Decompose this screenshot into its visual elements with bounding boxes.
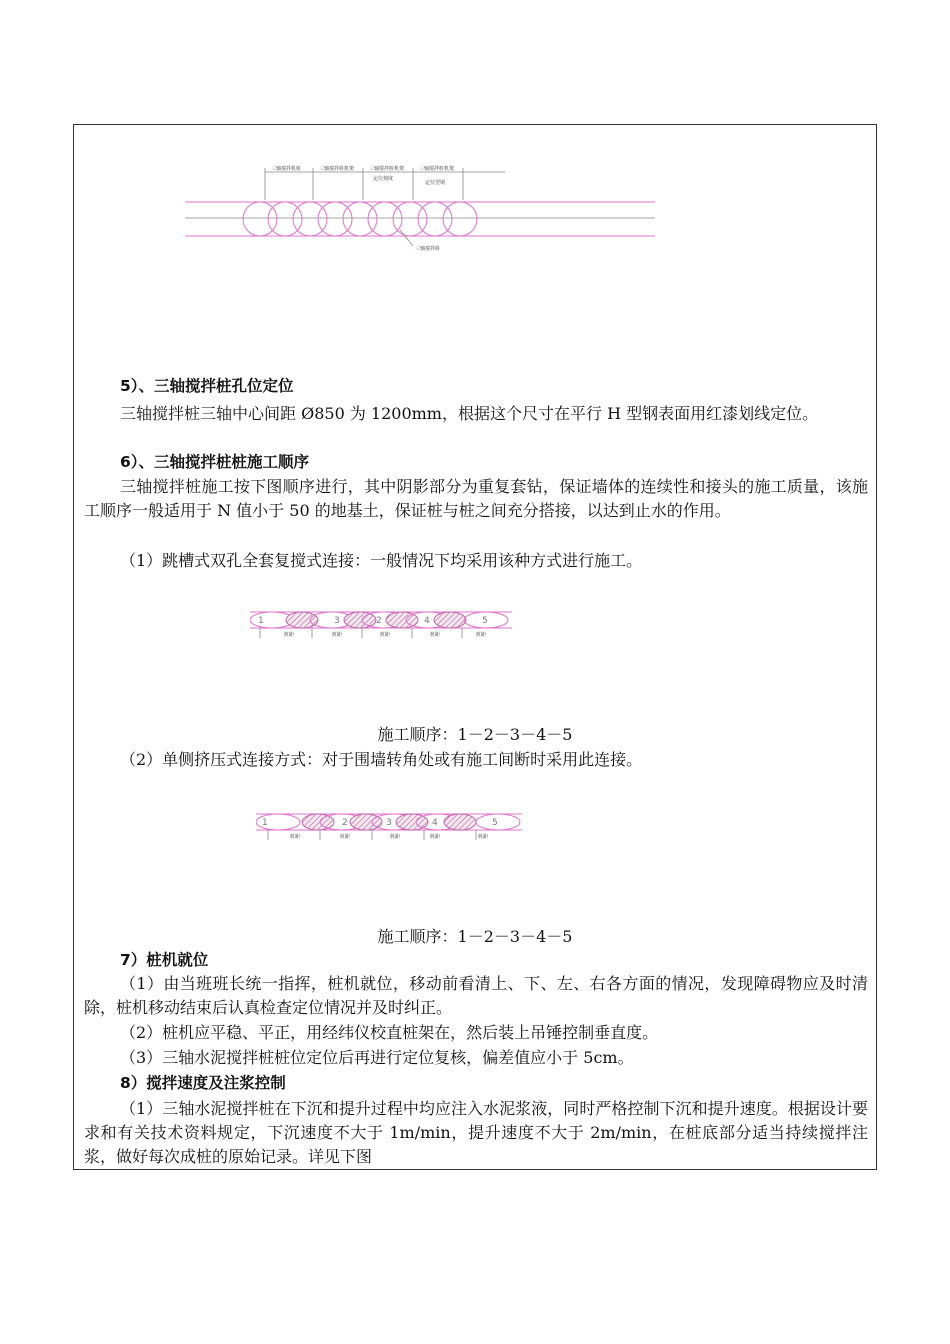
seq2-label-4: 桩距 [430,834,441,840]
fig1-label-2: 三轴搅拌桩机架 [319,166,355,172]
fig1-label-1: 三轴搅拌机桩 [271,166,302,172]
sequence-caption-1: 施工顺序：1－2－3－4－5 [377,725,573,744]
seq1-num-5: 5 [482,616,488,626]
section7-item1: （1）由当班班长统一指挥，桩机就位，移动前看清上、下、左、右各方面的情况，发现障碍物应及时清除，桩机移动结束后认真检查定位情况并及时纠正。 [84,974,868,1017]
seq2-num-1: 1 [262,818,268,828]
sequence-diagram-2 [256,806,526,842]
seq1-label-3: 桩距 [380,632,391,638]
seq2-num-4: 4 [432,818,438,828]
section8-item1: （1）三轴水泥搅拌桩在下沉和提升过程中均应注入水泥浆液，同时严格控制下沉和提升速度。根据设计要求和有关技术资料规定，下沉速度不大于 1m/min，提升速度不大于 2m/min，在桩底部分适当持续搅拌注浆，做好每次成桩的原始记录。详见下图 [84,1099,868,1166]
seq1-num-3: 2 [376,616,382,626]
section6-body: 三轴搅拌桩施工按下图顺序进行，其中阴影部分为重复套钻，保证墙体的连续性和接头的施工质量，该施工顺序一般适用于 N 值小于 50 的地基土，保证桩与桩之间充分搭接，以达到止水的作用。 [84,477,868,520]
seq1-label-4: 桩距 [430,632,441,638]
seq2-num-2: 2 [342,818,348,828]
seq2-label-3: 桩距 [390,834,401,840]
seq2-label-1: 桩距 [290,834,301,840]
sequence-diagram-1 [250,608,515,640]
section6-heading: 6）、三轴搅拌桩桩施工顺序 [120,453,310,471]
fig1-label-4: 三轴搅拌桩机架 [419,166,455,172]
seq2-num-5: 5 [492,818,498,828]
pile-layout-figure [185,160,660,260]
seq1-num-4: 4 [424,616,430,626]
seq1-label-5: 桩距 [476,632,487,638]
seq1-label-2: 桩距 [332,632,343,638]
section7-heading: 7）桩机就位 [120,951,209,969]
seq1-label-1: 桩距 [284,632,295,638]
section7-item3: （3）三轴水泥搅拌桩桩位定位后再进行定位复核，偏差值应小于 5cm。 [120,1048,634,1067]
section5-heading: 5）、三轴搅拌桩孔位定位 [120,377,294,395]
seq1-num-1: 1 [258,616,264,626]
fig1-label-3: 三轴搅拌桩机架 [369,166,405,172]
fig1-label-5: 定位刻度 [373,176,394,182]
seq2-num-3: 3 [386,818,392,828]
section6-item2: （2）单侧挤压式连接方式：对于围墙转角处或有施工间断时采用此连接。 [120,750,643,769]
seq2-label-2: 桩距 [340,834,351,840]
section8-heading: 8）搅拌速度及注浆控制 [120,1074,286,1092]
section5-body: 三轴搅拌桩三轴中心间距 Ø850 为 1200mm，根据这个尺寸在平行 H 型钢表面用红漆划线定位。 [120,404,819,423]
seq1-num-2: 3 [334,616,340,626]
section6-item1: （1）跳槽式双孔全套复搅式连接：一般情况下均采用该种方式进行施工。 [120,551,643,570]
sequence-caption-2: 施工顺序：1－2－3－4－5 [377,927,573,946]
section7-item2: （2）桩机应平稳、平正，用经纬仪校直桩架在，然后装上吊锤控制垂直度。 [120,1023,659,1042]
fig1-label-6: 定位型钢 [425,180,446,186]
fig1-label-7: 三轴搅拌桩 [415,246,441,252]
seq2-label-5: 桩距 [478,834,489,840]
